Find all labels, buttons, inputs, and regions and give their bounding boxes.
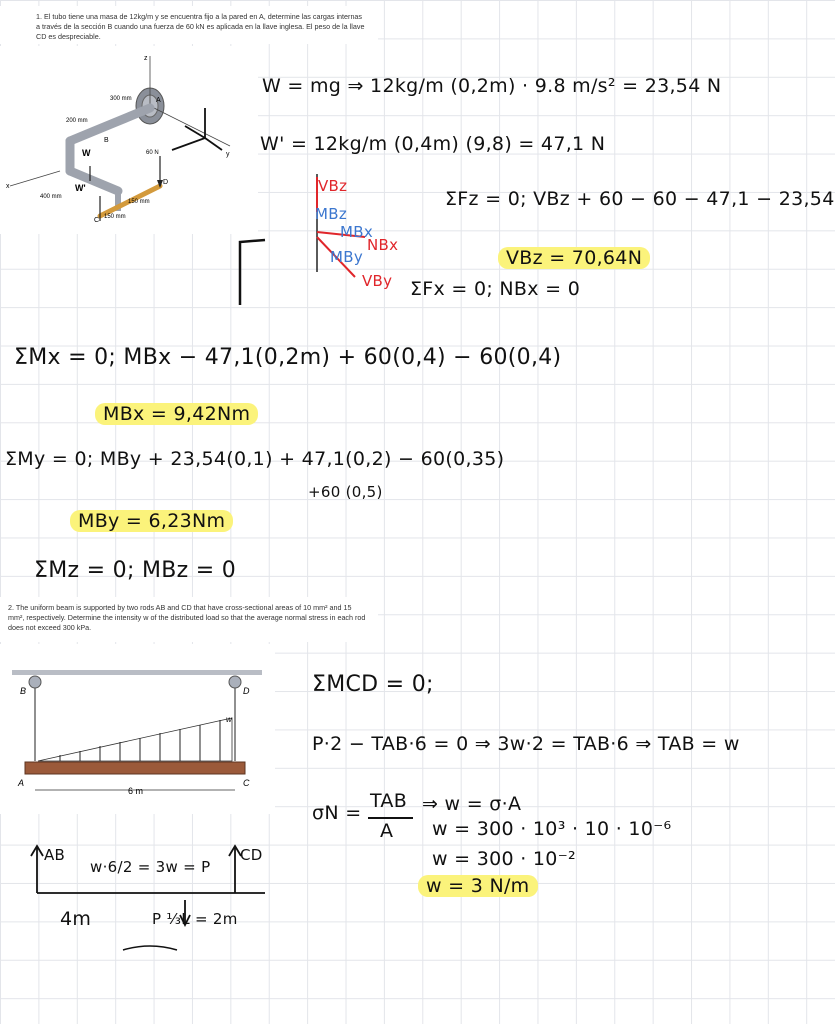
stress-implication: ⇒ w = σ·A (422, 793, 522, 815)
step1: w = 300 · 10³ · 10 · 10⁻⁶ (432, 818, 672, 840)
dim-300: 300 mm (110, 96, 132, 102)
dim-150b: 150 mm (104, 214, 126, 220)
beam-point-b: B (20, 686, 27, 696)
label-mbx: MBx (340, 223, 374, 241)
fbd-cd: CD (240, 846, 263, 864)
stress-sigma: σN = (312, 802, 362, 824)
point-d: D (163, 179, 169, 186)
fbd-ab: AB (44, 846, 66, 864)
sum-my: ΣMy = 0; MBy + 23,54(0,1) + 47,1(0,2) − 60(0,35) (5, 448, 505, 470)
pipe-figure (0, 46, 258, 234)
axis-z: z (144, 55, 148, 62)
sum-mx: ΣMx = 0; MBx − 47,1(0,2m) + 60(0,4) − 60(0,4) (14, 345, 562, 370)
note-w: W (82, 148, 91, 158)
axis-x: x (6, 183, 10, 190)
point-c: C (94, 217, 100, 224)
sum-my-cont: +60 (0,5) (308, 483, 383, 501)
mbx-result: MBx = 9,42Nm (95, 403, 258, 425)
dim-150a: 150 mm (128, 199, 150, 205)
note-w2: W' (75, 183, 86, 193)
sum-mz: ΣMz = 0; MBz = 0 (34, 558, 237, 583)
vbz-result: VBz = 70,64N (498, 247, 650, 269)
axis-y: y (226, 151, 230, 158)
label-vbz: VBz (318, 177, 348, 195)
dim-400: 400 mm (40, 194, 62, 200)
fbd-dist-left: 4m (60, 908, 92, 930)
load-w: w (226, 715, 232, 724)
label-mby: MBy (330, 248, 364, 266)
stress-denominator: A (380, 820, 394, 842)
point-b: B (104, 137, 109, 144)
problem1-statement: 1. El tubo tiene una masa de 12kg/m y se encuentra fijo a la pared en A, determine las cargas internas a través de la sección B cuando una fuerza de 60 kN es aplicada en la llave inglesa. El peso de la llave CD es despreciable. (0, 6, 378, 44)
stress-numerator: TAB (370, 790, 408, 812)
sum-fz: ΣFz = 0; VBz + 60 − 60 − 47,1 − 23,54 (445, 188, 835, 210)
point-a: A (156, 97, 161, 104)
label-mbz: MBz (315, 205, 348, 223)
fraction-bar (368, 817, 413, 819)
label-nbx: NBx (367, 236, 399, 254)
dim-200: 200 mm (66, 118, 88, 124)
moment-equation: P·2 − TAB·6 = 0 ⇒ 3w·2 = TAB·6 ⇒ TAB = w (312, 733, 740, 755)
weight-equation: W = mg ⇒ 12kg/m (0,2m) · 9.8 m/s² = 23,54 N (262, 75, 722, 97)
sum-fx: ΣFx = 0; NBx = 0 (410, 278, 581, 300)
beam-figure (0, 644, 275, 814)
step2: w = 300 · 10⁻² (432, 848, 576, 870)
force-60n: 60 N (146, 150, 159, 156)
problem2-statement: 2. The uniform beam is supported by two rods AB and CD that have cross-sectional areas of 10 mm² and 15 mm², respectively. Determine the intensity w of the distributed load so that the average normal stress in each rod does not exceed 300 kPa. (0, 597, 378, 642)
beam-point-a: A (18, 778, 25, 788)
beam-point-c: C (243, 778, 250, 788)
fbd-dist-right: P ⅓L = 2m (152, 910, 238, 928)
fbd-load: w·6/2 = 3w = P (90, 858, 211, 876)
span-6m: 6 m (128, 786, 144, 796)
w-result: w = 3 N/m (418, 875, 538, 897)
label-vby: VBy (362, 272, 393, 290)
sum-mcd: ΣMCD = 0; (312, 672, 434, 697)
weight2-equation: W' = 12kg/m (0,4m) (9,8) = 47,1 N (260, 133, 606, 155)
beam-point-d: D (243, 686, 250, 696)
mby-result: MBy = 6,23Nm (70, 510, 233, 532)
